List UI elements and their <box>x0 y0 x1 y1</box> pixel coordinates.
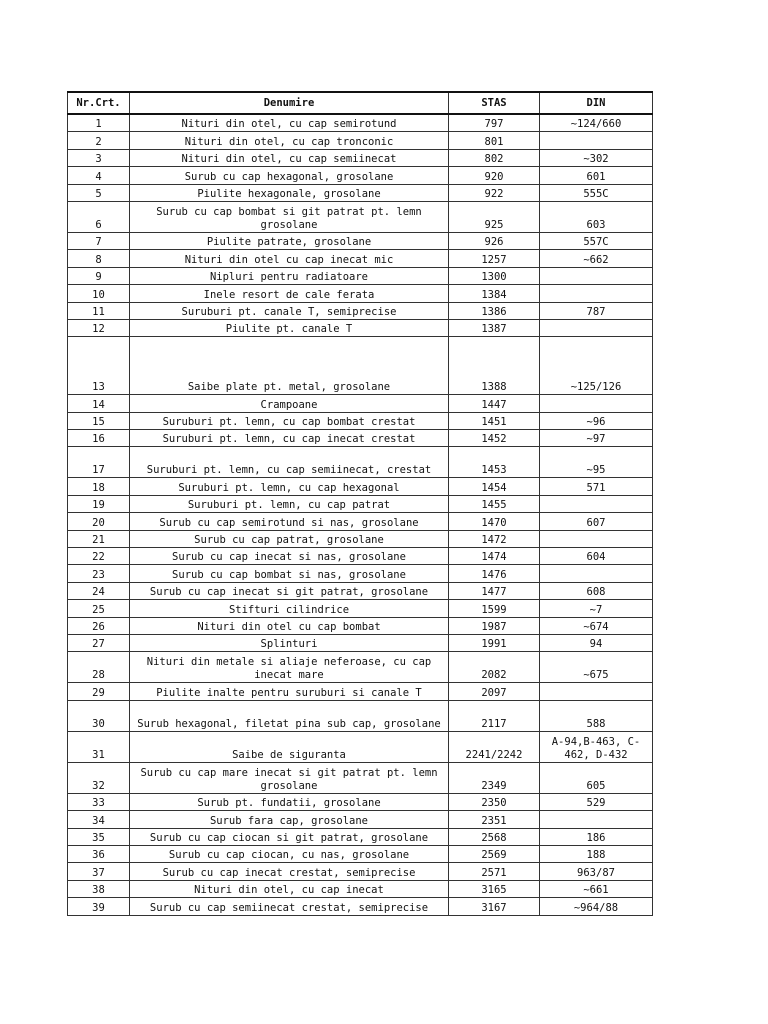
cell-din: 605 <box>540 762 653 793</box>
table-row <box>68 880 653 897</box>
cell-stas: 1476 <box>449 565 540 582</box>
table-row <box>68 600 653 617</box>
cell-din: ~675 <box>540 652 653 683</box>
cell-stas: 2117 <box>449 700 540 731</box>
cell-nr: 39 <box>68 898 130 915</box>
cell-denumire: Surub cu cap mare inecat si git patrat pt. lemn grosolane <box>130 762 449 793</box>
cell-nr: 19 <box>68 495 130 512</box>
cell-din: 188 <box>540 845 653 862</box>
cell-nr: 21 <box>68 530 130 547</box>
cell-nr: 2 <box>68 132 130 149</box>
cell-denumire: Surub cu cap bombat si nas, grosolane <box>130 565 449 582</box>
cell-nr: 8 <box>68 250 130 267</box>
table-row <box>68 250 653 267</box>
cell-din: 601 <box>540 167 653 184</box>
cell-denumire: Surub cu cap patrat, grosolane <box>130 530 449 547</box>
cell-denumire: Surub cu cap inecat si nas, grosolane <box>130 548 449 565</box>
cell-stas: 2568 <box>449 828 540 845</box>
cell-din <box>540 683 653 700</box>
cell-stas: 1474 <box>449 548 540 565</box>
cell-denumire: Suruburi pt. canale T, semiprecise <box>130 302 449 319</box>
cell-din: 94 <box>540 634 653 651</box>
cell-nr: 26 <box>68 617 130 634</box>
cell-denumire: Surub hexagonal, filetat pina sub cap, grosolane <box>130 700 449 731</box>
cell-nr: 31 <box>68 731 130 762</box>
cell-stas: 1987 <box>449 617 540 634</box>
cell-denumire: Nituri din metale si aliaje neferoase, cu cap inecat mare <box>130 652 449 683</box>
cell-nr: 36 <box>68 845 130 862</box>
cell-din <box>540 395 653 412</box>
cell-din: ~124/660 <box>540 114 653 132</box>
header-nr: Nr.Crt. <box>68 92 130 114</box>
cell-denumire: Saibe plate pt. metal, grosolane <box>130 337 449 395</box>
cell-din: ~96 <box>540 412 653 429</box>
cell-stas: 802 <box>449 149 540 166</box>
cell-din <box>540 132 653 149</box>
cell-din: ~302 <box>540 149 653 166</box>
cell-nr: 34 <box>68 811 130 828</box>
cell-din: 607 <box>540 513 653 530</box>
cell-denumire: Crampoane <box>130 395 449 412</box>
cell-stas: 1447 <box>449 395 540 412</box>
table-row <box>68 132 653 149</box>
table-row <box>68 319 653 336</box>
cell-denumire: Suruburi pt. lemn, cu cap semiinecat, crestat <box>130 447 449 478</box>
table-row <box>68 114 653 132</box>
cell-din: ~674 <box>540 617 653 634</box>
cell-stas: 1991 <box>449 634 540 651</box>
cell-denumire: Nipluri pentru radiatoare <box>130 267 449 284</box>
cell-nr: 6 <box>68 201 130 232</box>
cell-denumire: Suruburi pt. lemn, cu cap hexagonal <box>130 478 449 495</box>
cell-din <box>540 285 653 302</box>
cell-din <box>540 319 653 336</box>
cell-denumire: Nituri din otel, cu cap tronconic <box>130 132 449 149</box>
table-row <box>68 683 653 700</box>
cell-din: 571 <box>540 478 653 495</box>
table-row <box>68 201 653 232</box>
cell-denumire: Splinturi <box>130 634 449 651</box>
cell-stas: 920 <box>449 167 540 184</box>
header-row <box>68 92 653 114</box>
cell-stas: 1472 <box>449 530 540 547</box>
table-row <box>68 617 653 634</box>
cell-stas: 925 <box>449 201 540 232</box>
cell-stas: 2349 <box>449 762 540 793</box>
cell-din: 963/87 <box>540 863 653 880</box>
cell-denumire: Surub cu cap ciocan si git patrat, grosolane <box>130 828 449 845</box>
cell-stas: 1388 <box>449 337 540 395</box>
cell-stas: 1300 <box>449 267 540 284</box>
table-row <box>68 731 653 762</box>
table-row <box>68 395 653 412</box>
cell-stas: 922 <box>449 184 540 201</box>
table-row <box>68 447 653 478</box>
table-row <box>68 565 653 582</box>
cell-nr: 12 <box>68 319 130 336</box>
cell-denumire: Surub cu cap semirotund si nas, grosolane <box>130 513 449 530</box>
standards-table <box>67 91 653 916</box>
cell-denumire: Surub pt. fundatii, grosolane <box>130 793 449 810</box>
cell-nr: 20 <box>68 513 130 530</box>
cell-nr: 17 <box>68 447 130 478</box>
cell-denumire: Suruburi pt. lemn, cu cap patrat <box>130 495 449 512</box>
cell-din <box>540 267 653 284</box>
cell-din: ~125/126 <box>540 337 653 395</box>
cell-din: ~95 <box>540 447 653 478</box>
table-row <box>68 412 653 429</box>
cell-din: ~662 <box>540 250 653 267</box>
cell-nr: 35 <box>68 828 130 845</box>
cell-nr: 23 <box>68 565 130 582</box>
cell-nr: 14 <box>68 395 130 412</box>
cell-denumire: Nituri din otel, cu cap semiinecat <box>130 149 449 166</box>
cell-din <box>540 530 653 547</box>
cell-nr: 37 <box>68 863 130 880</box>
table-row <box>68 285 653 302</box>
cell-nr: 22 <box>68 548 130 565</box>
cell-denumire: Nituri din otel, cu cap semirotund <box>130 114 449 132</box>
table-body <box>68 114 653 915</box>
cell-nr: 27 <box>68 634 130 651</box>
cell-stas: 1384 <box>449 285 540 302</box>
cell-stas: 1454 <box>449 478 540 495</box>
cell-denumire: Stifturi cilindrice <box>130 600 449 617</box>
cell-denumire: Surub cu cap hexagonal, grosolane <box>130 167 449 184</box>
cell-nr: 4 <box>68 167 130 184</box>
cell-nr: 1 <box>68 114 130 132</box>
cell-nr: 7 <box>68 232 130 249</box>
table-row <box>68 337 653 395</box>
header-denumire: Denumire <box>130 92 449 114</box>
table-row <box>68 149 653 166</box>
table-row <box>68 845 653 862</box>
cell-stas: 2097 <box>449 683 540 700</box>
cell-din <box>540 565 653 582</box>
cell-stas: 1477 <box>449 582 540 599</box>
cell-din: ~964/88 <box>540 898 653 915</box>
cell-nr: 32 <box>68 762 130 793</box>
cell-denumire: Piulite pt. canale T <box>130 319 449 336</box>
cell-din: 529 <box>540 793 653 810</box>
cell-din: 608 <box>540 582 653 599</box>
cell-stas: 2569 <box>449 845 540 862</box>
table-row <box>68 863 653 880</box>
cell-din <box>540 495 653 512</box>
table-row <box>68 762 653 793</box>
cell-stas: 926 <box>449 232 540 249</box>
table-row <box>68 513 653 530</box>
cell-din: ~661 <box>540 880 653 897</box>
cell-stas: 801 <box>449 132 540 149</box>
cell-stas: 2351 <box>449 811 540 828</box>
cell-stas: 1386 <box>449 302 540 319</box>
cell-denumire: Surub cu cap bombat si git patrat pt. lemn grosolane <box>130 201 449 232</box>
table-row <box>68 652 653 683</box>
cell-stas: 2082 <box>449 652 540 683</box>
cell-nr: 28 <box>68 652 130 683</box>
table-row <box>68 793 653 810</box>
cell-din: 186 <box>540 828 653 845</box>
header-din: DIN <box>540 92 653 114</box>
cell-denumire: Surub cu cap inecat crestat, semiprecise <box>130 863 449 880</box>
cell-nr: 18 <box>68 478 130 495</box>
cell-denumire: Suruburi pt. lemn, cu cap inecat crestat <box>130 430 449 447</box>
cell-denumire: Surub cu cap semiinecat crestat, semiprecise <box>130 898 449 915</box>
cell-din: 555C <box>540 184 653 201</box>
cell-stas: 1455 <box>449 495 540 512</box>
cell-denumire: Piulite hexagonale, grosolane <box>130 184 449 201</box>
table-row <box>68 184 653 201</box>
cell-din: ~97 <box>540 430 653 447</box>
cell-denumire: Piulite patrate, grosolane <box>130 232 449 249</box>
cell-denumire: Piulite inalte pentru suruburi si canale T <box>130 683 449 700</box>
table-row <box>68 495 653 512</box>
cell-din: A-94,B-463, C-462, D-432 <box>540 731 653 762</box>
cell-nr: 13 <box>68 337 130 395</box>
table-row <box>68 232 653 249</box>
cell-denumire: Nituri din otel cu cap inecat mic <box>130 250 449 267</box>
table-row <box>68 548 653 565</box>
cell-denumire: Surub fara cap, grosolane <box>130 811 449 828</box>
table-row <box>68 530 653 547</box>
cell-din <box>540 811 653 828</box>
cell-nr: 24 <box>68 582 130 599</box>
cell-din: ~7 <box>540 600 653 617</box>
header-stas: STAS <box>449 92 540 114</box>
cell-denumire: Nituri din otel cu cap bombat <box>130 617 449 634</box>
cell-din: 557C <box>540 232 653 249</box>
cell-din: 604 <box>540 548 653 565</box>
cell-stas: 1257 <box>449 250 540 267</box>
cell-din: 603 <box>540 201 653 232</box>
cell-stas: 1599 <box>449 600 540 617</box>
table-row <box>68 811 653 828</box>
cell-nr: 5 <box>68 184 130 201</box>
cell-din: 787 <box>540 302 653 319</box>
cell-stas: 1387 <box>449 319 540 336</box>
cell-nr: 15 <box>68 412 130 429</box>
table-row <box>68 828 653 845</box>
cell-stas: 797 <box>449 114 540 132</box>
cell-stas: 2571 <box>449 863 540 880</box>
table-row <box>68 267 653 284</box>
table-row <box>68 582 653 599</box>
cell-denumire: Surub cu cap inecat si git patrat, grosolane <box>130 582 449 599</box>
table-row <box>68 478 653 495</box>
cell-denumire: Surub cu cap ciocan, cu nas, grosolane <box>130 845 449 862</box>
cell-nr: 16 <box>68 430 130 447</box>
cell-nr: 11 <box>68 302 130 319</box>
cell-nr: 33 <box>68 793 130 810</box>
cell-nr: 29 <box>68 683 130 700</box>
cell-nr: 30 <box>68 700 130 731</box>
table-row <box>68 430 653 447</box>
cell-nr: 9 <box>68 267 130 284</box>
table-row <box>68 167 653 184</box>
cell-stas: 3165 <box>449 880 540 897</box>
cell-nr: 3 <box>68 149 130 166</box>
cell-stas: 3167 <box>449 898 540 915</box>
cell-stas: 1452 <box>449 430 540 447</box>
cell-denumire: Saibe de siguranta <box>130 731 449 762</box>
table-row <box>68 634 653 651</box>
cell-nr: 38 <box>68 880 130 897</box>
cell-stas: 1451 <box>449 412 540 429</box>
cell-denumire: Inele resort de cale ferata <box>130 285 449 302</box>
table-row <box>68 700 653 731</box>
cell-denumire: Suruburi pt. lemn, cu cap bombat crestat <box>130 412 449 429</box>
cell-stas: 2350 <box>449 793 540 810</box>
cell-nr: 25 <box>68 600 130 617</box>
cell-denumire: Nituri din otel, cu cap inecat <box>130 880 449 897</box>
table-row <box>68 898 653 915</box>
cell-stas: 1470 <box>449 513 540 530</box>
cell-stas: 1453 <box>449 447 540 478</box>
cell-stas: 2241/2242 <box>449 731 540 762</box>
cell-nr: 10 <box>68 285 130 302</box>
table-row <box>68 302 653 319</box>
cell-din: 588 <box>540 700 653 731</box>
